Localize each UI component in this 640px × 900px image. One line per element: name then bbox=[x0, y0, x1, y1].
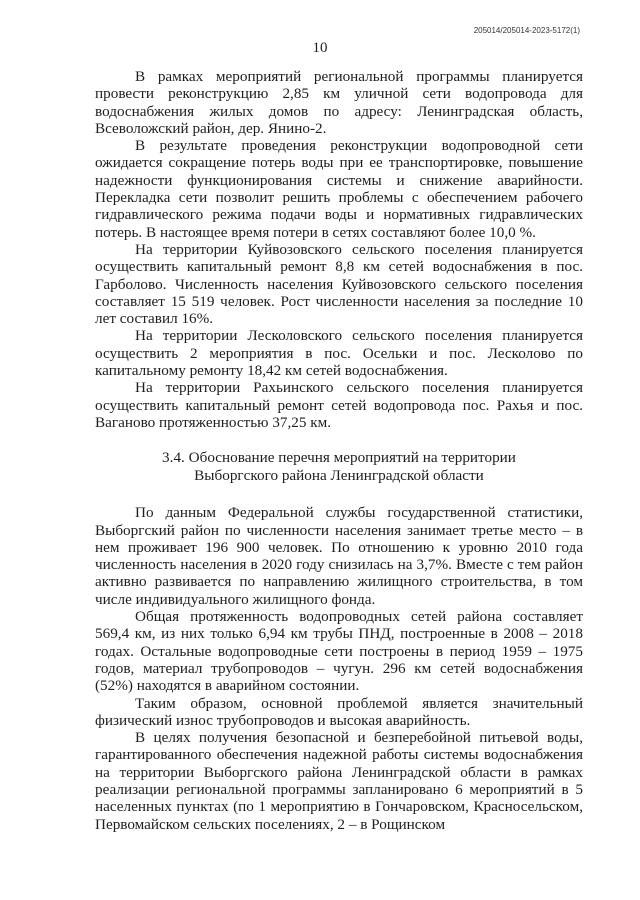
section-heading bbox=[95, 449, 583, 484]
paragraph: Таким образом, основной проблемой является значительный физический износ трубопроводов и высокая аварийность. bbox=[95, 694, 583, 729]
paragraph: Общая протяженность водопроводных сетей района составляет 569,4 км, из них только 6,94 км трубы ПНД, построенные в 2008 – 2018 годах. Остальные водопроводные сети построены в период 1959 – 1975 годов, материал трубопроводов – чугун. 296 км сетей водоснабжения (52%) находятся в аварийном состоянии. bbox=[95, 608, 583, 695]
paragraph: На территории Лесколовского сельского поселения планируется осуществить 2 мероприятия в пос. Осельки и пос. Лесколово по капитальному ремонту 18,42 км сетей водоснабжения. bbox=[95, 327, 583, 380]
paragraph: В целях получения безопасной и безперебойной питьевой воды, гарантированного обеспечения надежной работы системы водоснабжения на территории Выборгского района Ленинградской области в рамках реализации региональной программы запланировано 6 мероприятий в 5 населенных пунктах (по 1 мероприятию в Гончаровском, Красносельском, Первомайском сельских поселениях, 2 – в Рощинском bbox=[95, 729, 583, 833]
paragraph: На территории Рахьинского сельского поселения планируется осуществить капитальный ремонт сетей водопровода пос. Рахья и пос. Ваганово протяженностью 37,25 км. bbox=[95, 379, 583, 431]
paragraph: В рамках мероприятий региональной программы планируется провести реконструкцию 2,85 км уличной сети водопровода для водоснабжения жилых домов по адресу: Ленинградская область, Всеволожский район, дер. Янино-2. bbox=[95, 68, 583, 137]
paragraph: На территории Куйвозовского сельского поселения планируется осуществить капитальный ремонт 8,8 км сетей водоснабжения в пос. Гарболово. Численность населения Куйвозовского сельского поселения составляет 15 519 человек. Рост численности населения за последние 10 лет составил 16%. bbox=[95, 240, 583, 328]
section-heading-line: 3.4. Обоснование перечня мероприятий на территории bbox=[162, 449, 516, 467]
page-number: 10 bbox=[312, 40, 328, 56]
paragraph: По данным Федеральной службы государственной статистики, Выборгский район по численности населения занимает третье место – в нем проживает 196 900 человек. По отношению к уровню 2010 года численность населения в 2020 году снизилась на 3,7%. Вместе с тем район активно развивается по направлению жилищного строительства, в том числе индивидуального жилищного фонда. bbox=[95, 504, 583, 608]
paragraph: В результате проведения реконструкции водопроводной сети ожидается сокращение потерь воды при ее транспортировке, повышение надежности функционирования системы и снижение аварийности. Перекладка сети позволит решить проблемы с обеспечением рабочего гидравлического режима подачи воды и нормативных гидравлических потерь. В настоящее время потери в сетях составляют более 10,0 %. bbox=[95, 137, 583, 241]
document-id: 205014/205014-2023-5172(1) bbox=[473, 26, 580, 35]
section-heading-line: Выборгского района Ленинградской области bbox=[194, 466, 484, 484]
document-body bbox=[95, 68, 583, 833]
